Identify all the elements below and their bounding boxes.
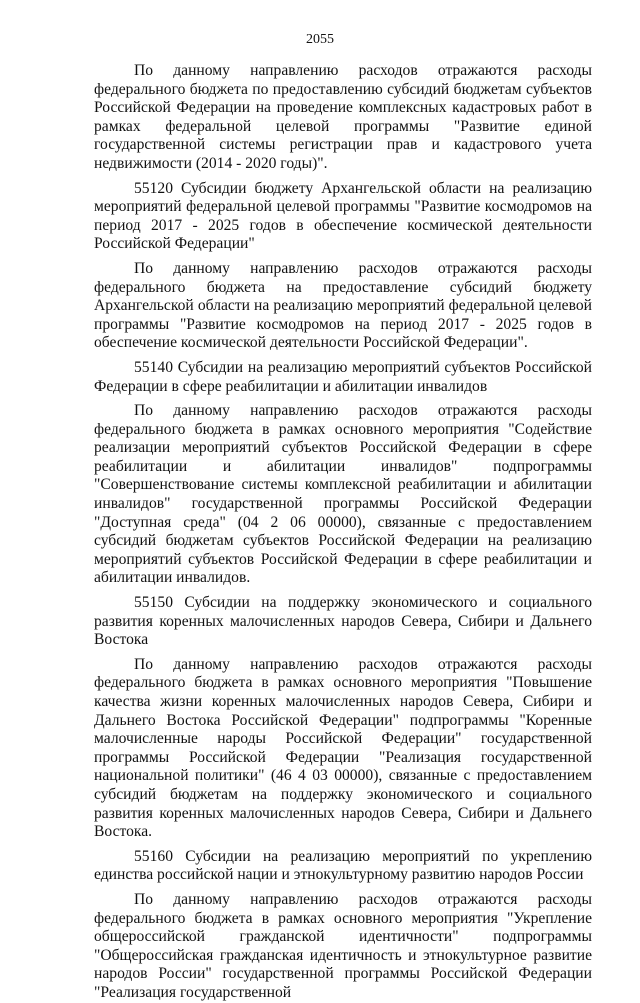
page-number: 2055: [306, 32, 334, 47]
paragraph-intro-cadastral: По данному направлению расходов отражаются расходы федерального бюджета по предоставлению субсидий бюджетам субъектов Российской Федерации на проведение комплексных кадастровых работ в рамках федеральной целевой программы "Развитие единой государственной системы регистрации прав и кадастрового учета недвижимости (2014 - 2020 годы)".: [94, 62, 592, 172]
paragraph-55150-description: По данному направлению расходов отражаются расходы федерального бюджета в рамках основного мероприятия "Повышение качества жизни коренных малочисленных народов Севера, Сибири и Дальнего Востока Российской Федерации" подпрограммы "Коренные малочисленные народы Российской Федерации" государственной программы Российской Федерации "Реализация государственной национальной политики" (46 4 03 00000), связанные с предоставлением субсидий бюджетам на поддержку экономического и социального развития коренных малочисленных народов Севера, Сибири и Дальнего Востока.: [94, 655, 592, 841]
paragraph-55140-description: По данному направлению расходов отражаются расходы федерального бюджета в рамках основного мероприятия "Содействие реализации мероприятий субъектов Российской Федерации в сфере реабилитации и абилитации инвалидов" подпрограммы "Совершенствование системы комплексной реабилитации и абилитации инвалидов" государственной программы Российской Федерации "Доступная среда" (04 2 06 00000), связанные с предоставлением субсидий бюджетам субъектов Российской Федерации на реализацию мероприятий субъектов Российской Федерации в сфере реабилитации и абилитации инвалидов.: [94, 402, 592, 587]
section-heading-55160: 55160 Субсидии на реализацию мероприятий по укреплению единства российской нации и этнокультурному развитию народов России: [94, 847, 592, 884]
paragraph-55120-description: По данному направлению расходов отражаются расходы федерального бюджета на предоставление субсидий бюджету Архангельской области на реализацию мероприятий федеральной целевой программы "Развитие космодромов на период 2017 - 2025 годов в обеспечение космической деятельности Российской Федерации".: [94, 259, 592, 352]
paragraph-55160-description: По данному направлению расходов отражаются расходы федерального бюджета в рамках основного мероприятия "Укрепление общероссийской гражданской идентичности" подпрограммы "Общероссийская гражданская идентичность и этнокультурное развитие народов России" государственной программы Российской Федерации "Реализация государственной: [94, 890, 592, 1001]
section-heading-55150: 55150 Субсидии на поддержку экономического и социального развития коренных малочисленных народов Севера, Сибири и Дальнего Востока: [94, 594, 592, 649]
document-body: [94, 62, 592, 1003]
section-heading-55120: 55120 Субсидии бюджету Архангельской области на реализацию мероприятий федеральной целевой программы "Развитие космодромов на период 2017 - 2025 годов в обеспечение космической деятельности Российской Федерации": [94, 179, 592, 253]
section-heading-55140: 55140 Субсидии на реализацию мероприятий субъектов Российской Федерации в сфере реабилитации и абилитации инвалидов: [94, 358, 592, 395]
